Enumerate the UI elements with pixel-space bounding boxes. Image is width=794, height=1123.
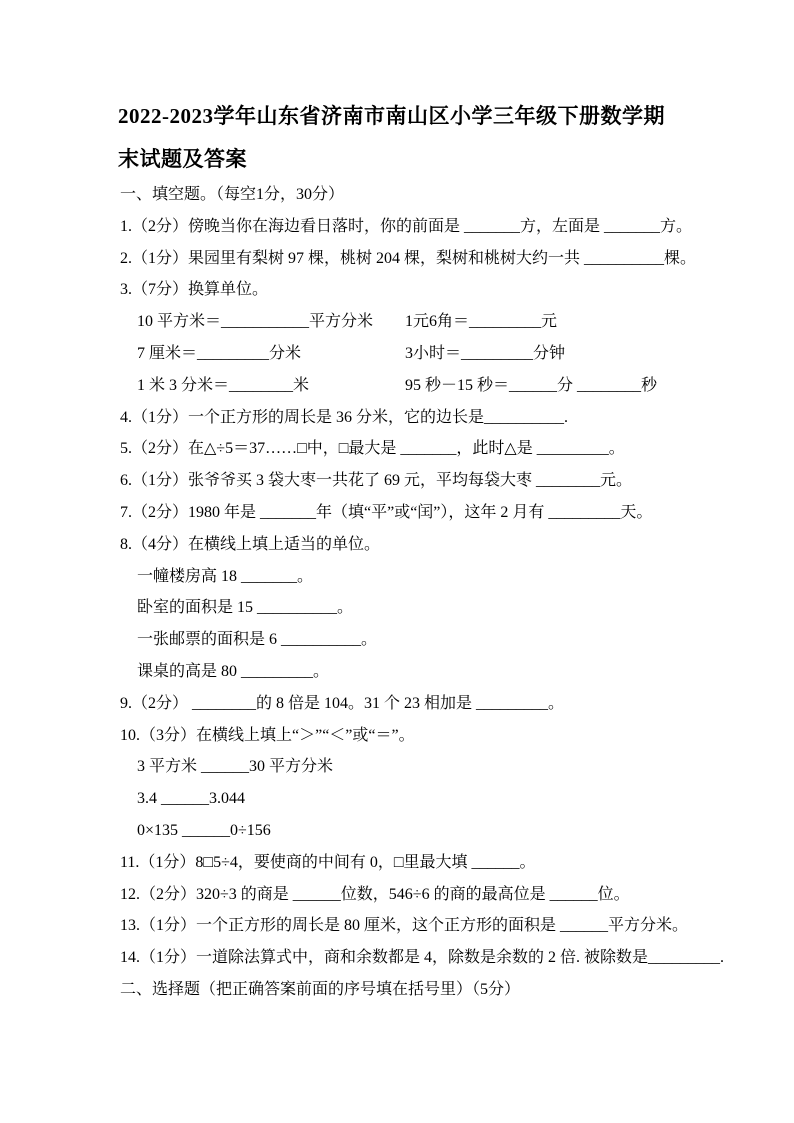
question-sub-item: 3.4 ______3.044 — [137, 790, 245, 808]
conversion-left: 1 米 3 分米＝________米 — [137, 376, 310, 394]
unit-conversion-row — [120, 306, 760, 338]
conversion-right: 95 秒－15 秒＝______分 ________秒 — [405, 376, 658, 394]
section-heading: 一、填空题。（每空1分，30分） — [120, 186, 345, 203]
question-text: 4.（1分）一个正方形的周长是 36 分米，它的边长是__________. — [120, 408, 569, 426]
conversion-left: 10 平方米＝___________平方分米 — [137, 313, 374, 331]
conversion-right: 1元6角＝_________元 — [405, 313, 558, 331]
document-title — [118, 95, 718, 181]
question-text: 8.（4分）在横线上填上适当的单位。 — [120, 535, 381, 553]
unit-conversion-row — [120, 338, 760, 370]
question-text: 5.（2分）在△÷5＝37……□中，□最大是 _______，此时△是 _________。 — [120, 440, 625, 458]
question-sub-item: 3 平方米 ______30 平方分米 — [137, 758, 334, 776]
question-sub-item: 课桌的高是 80 _________。 — [137, 662, 330, 680]
question-sub-item: 一幢楼房高 18 _______。 — [137, 567, 314, 585]
question-text: 12.（2分）320÷3 的商是 ______位数，546÷6 的商的最高位是 ______位。 — [120, 885, 630, 903]
conversion-left: 7 厘米＝_________分米 — [137, 344, 302, 362]
question-text: 3.（7分）换算单位。 — [120, 281, 269, 299]
question-text: 10.（3分）在横线上填上“＞”“＜”或“＝”。 — [120, 726, 415, 744]
question-text: 11.（1分）8□5÷4，要使商的中间有 0，□里最大填 ______。 — [120, 853, 536, 871]
conversion-right: 3小时＝_________分钟 — [405, 344, 566, 362]
question-text: 2.（1分）果园里有梨树 97 棵，桃树 204 棵，梨树和桃树大约一共 __________棵。 — [120, 249, 697, 267]
section-heading: 二、选择题（把正确答案前面的序号填在括号里）（5分） — [120, 980, 521, 998]
question-text: 9.（2分） ________的 8 倍是 104。31 个 23 相加是 _________。 — [120, 694, 565, 712]
question-text: 13.（1分）一个正方形的周长是 80 厘米，这个正方形的面积是 ______平方分米。 — [120, 917, 689, 935]
question-text: 7.（2分）1980 年是 _______年（填“平”或“闰”），这年 2 月有 _________天。 — [120, 503, 653, 521]
question-sub-item: 卧室的面积是 15 __________。 — [137, 599, 354, 617]
question-text: 6.（1分）张爷爷买 3 袋大枣一共花了 69 元，平均每袋大枣 ________元。 — [120, 472, 633, 490]
title-line-2: 末试题及答案 — [118, 147, 247, 171]
title-line-1: 2022-2023学年山东省济南市南山区小学三年级下册数学期 — [118, 104, 665, 128]
document-body — [120, 179, 760, 1006]
question-text: 1.（2分）傍晚当你在海边看日落时，你的前面是 _______方，左面是 _______方。 — [120, 217, 693, 235]
unit-conversion-row — [120, 370, 760, 402]
question-sub-item: 0×135 ______0÷156 — [137, 821, 271, 839]
question-sub-item: 一张邮票的面积是 6 __________。 — [137, 631, 378, 649]
question-text: 14.（1分）一道除法算式中，商和余数都是 4，除数是余数的 2 倍. 被除数是_________. — [120, 949, 725, 967]
